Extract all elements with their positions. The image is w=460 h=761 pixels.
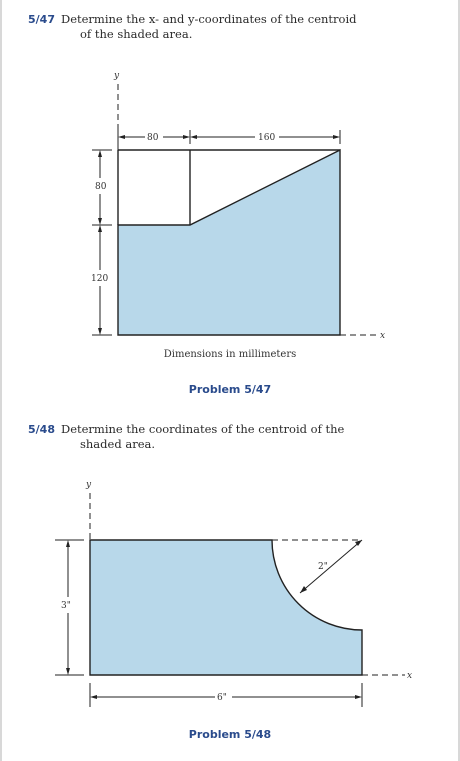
problem-548-statement: [28, 422, 438, 452]
figure-547: [0, 60, 460, 380]
problem-548-caption: Problem 5/48: [188, 728, 272, 741]
problem-547-number: 5/47: [28, 13, 55, 26]
dim-label-height: 3": [61, 601, 71, 611]
y-axis-label-548: y: [86, 480, 92, 490]
x-axis-label-548: x: [407, 671, 413, 681]
problem-548-number: 5/48: [28, 423, 55, 436]
problem-548-line-2: shaded area.: [80, 437, 156, 451]
problem-547-line-2: of the shaded area.: [80, 27, 193, 41]
problem-547-line-1: Determine the x- and y-coordinates of the centroid: [60, 12, 357, 26]
problem-547-statement: [28, 12, 438, 42]
figure-548: [0, 475, 460, 725]
problem-548-line-1: Determine the coordinates of the centroid of the: [60, 422, 345, 436]
shaded-area-548: [90, 540, 362, 675]
dim-label-radius: 2": [318, 562, 328, 572]
units-note-547: Dimensions in millimeters: [163, 349, 297, 360]
dim-label-top-80: 80: [147, 133, 159, 143]
problem-547-caption: Problem 5/47: [188, 383, 272, 396]
radius-line: [300, 540, 362, 593]
x-axis-label-547: x: [380, 331, 386, 341]
shaded-area-547: [118, 150, 340, 335]
dim-label-left-120: 120: [91, 274, 109, 284]
dim-label-left-80: 80: [95, 182, 107, 192]
y-axis-label-547: y: [114, 71, 120, 81]
dim-label-top-160: 160: [258, 133, 276, 143]
dim-label-width: 6": [217, 693, 227, 703]
